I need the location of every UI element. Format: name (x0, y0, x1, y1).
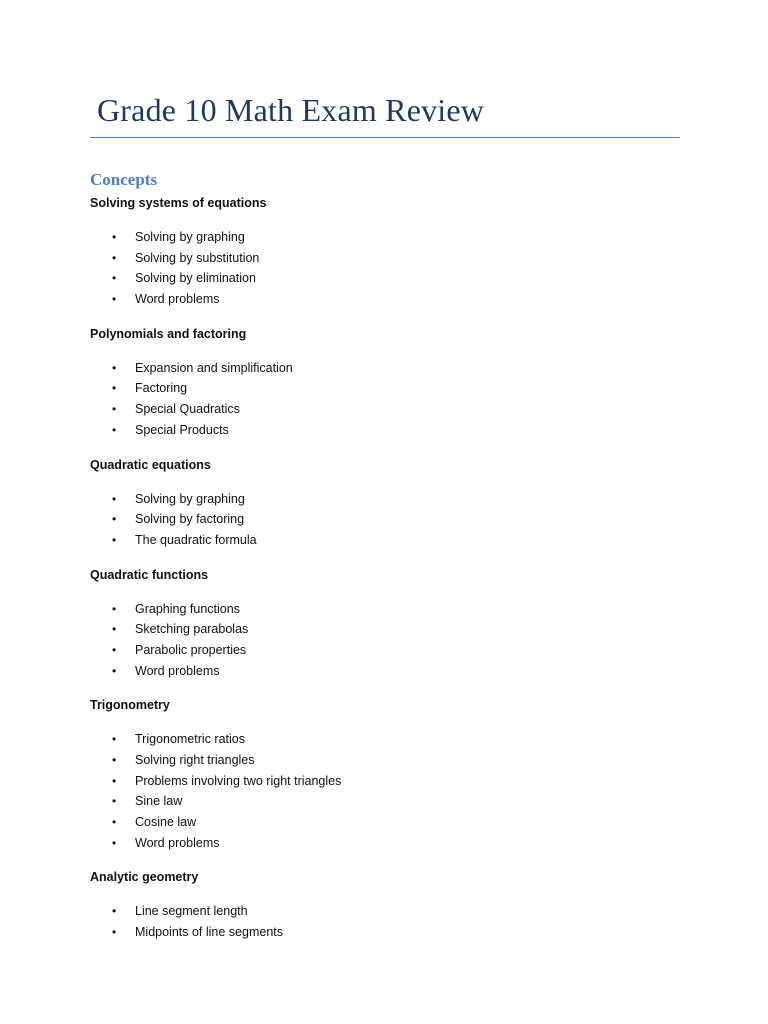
list-item (90, 489, 690, 510)
list-item-label: Solving by elimination (135, 271, 256, 286)
list-item (90, 812, 690, 833)
list-item (90, 729, 690, 750)
list-item (90, 833, 690, 854)
list-item (90, 420, 690, 441)
bullet-list (90, 358, 690, 441)
list-item (90, 619, 690, 640)
bullet-list (90, 489, 690, 551)
list-item-label: Sine law (135, 794, 183, 809)
list-item-label: Word problems (135, 835, 220, 850)
bullet-icon: • (112, 422, 117, 437)
sections-container (90, 194, 690, 958)
section (90, 456, 690, 551)
list-item-label: Midpoints of line segments (135, 925, 283, 940)
bullet-icon: • (112, 815, 117, 830)
concepts-heading: Concepts (90, 170, 158, 189)
section-title: Quadratic equations (90, 457, 211, 472)
bullet-icon: • (112, 925, 117, 940)
list-item (90, 358, 690, 379)
list-item (90, 599, 690, 620)
bullet-icon: • (112, 230, 117, 244)
list-item (90, 227, 690, 248)
list-item (90, 289, 690, 310)
list-item-label: Parabolic properties (135, 642, 247, 657)
section-title: Analytic geometry (90, 870, 199, 885)
bullet-icon: • (112, 663, 117, 678)
list-item (90, 509, 690, 530)
bullet-icon: • (112, 753, 117, 767)
list-item-label: Cosine law (135, 815, 197, 830)
bullet-icon: • (112, 292, 117, 307)
bullet-icon: • (112, 642, 117, 657)
list-item (90, 640, 690, 661)
bullet-icon: • (112, 250, 117, 265)
bullet-icon: • (112, 904, 117, 919)
document-title: Grade 10 Math Exam Review (97, 92, 485, 128)
bullet-icon: • (112, 794, 117, 809)
list-item-label: Sketching parabolas (135, 622, 249, 637)
bullet-icon: • (112, 601, 117, 616)
list-item-label: Word problems (135, 292, 220, 307)
list-item-label: Graphing functions (135, 601, 240, 616)
section-title: Polynomials and factoring (90, 326, 247, 341)
bullet-icon: • (112, 835, 117, 850)
bullet-icon: • (112, 381, 117, 396)
list-item-label: Solving by substitution (135, 250, 260, 265)
list-item (90, 791, 690, 812)
list-item (90, 399, 690, 420)
title-underline (90, 137, 680, 138)
list-item-label: Expansion and simplification (135, 360, 293, 375)
section (90, 566, 690, 682)
section-title: Quadratic functions (90, 567, 209, 582)
bullet-icon: • (112, 532, 117, 547)
section (90, 325, 690, 441)
list-item (90, 248, 690, 269)
list-item-label: Special Quadratics (135, 402, 240, 417)
bullet-list (90, 227, 690, 310)
bullet-icon: • (112, 360, 117, 375)
list-item-label: Factoring (135, 381, 188, 396)
bullet-icon: • (112, 271, 117, 286)
list-item (90, 750, 690, 771)
list-item-label: Trigonometric ratios (135, 732, 245, 747)
bullet-list (90, 901, 690, 942)
list-item (90, 922, 690, 943)
list-item-label: Solving by graphing (135, 491, 245, 506)
bullet-icon: • (112, 402, 117, 417)
bullet-icon: • (112, 773, 117, 788)
list-item (90, 771, 690, 792)
list-item-label: Solving by graphing (135, 230, 245, 244)
list-item-label: Solving by factoring (135, 512, 245, 527)
section-title: Solving systems of equations (90, 196, 267, 210)
list-item-label: Problems involving two right triangles (135, 773, 342, 788)
bullet-list (90, 599, 690, 682)
bullet-icon: • (112, 622, 117, 637)
list-item (90, 268, 690, 289)
list-item (90, 901, 690, 922)
bullet-icon: • (112, 512, 117, 527)
section (90, 696, 690, 853)
list-item (90, 530, 690, 551)
section (90, 868, 690, 942)
list-item-label: Special Products (135, 422, 229, 437)
list-item-label: Line segment length (135, 904, 248, 919)
section (90, 194, 690, 310)
list-item (90, 661, 690, 682)
list-item-label: The quadratic formula (135, 532, 257, 547)
list-item (90, 378, 690, 399)
bullet-icon: • (112, 491, 117, 506)
list-item-label: Solving right triangles (135, 753, 255, 767)
bullet-list (90, 729, 690, 853)
list-item-label: Word problems (135, 663, 220, 678)
section-title: Trigonometry (90, 698, 170, 713)
bullet-icon: • (112, 732, 117, 747)
